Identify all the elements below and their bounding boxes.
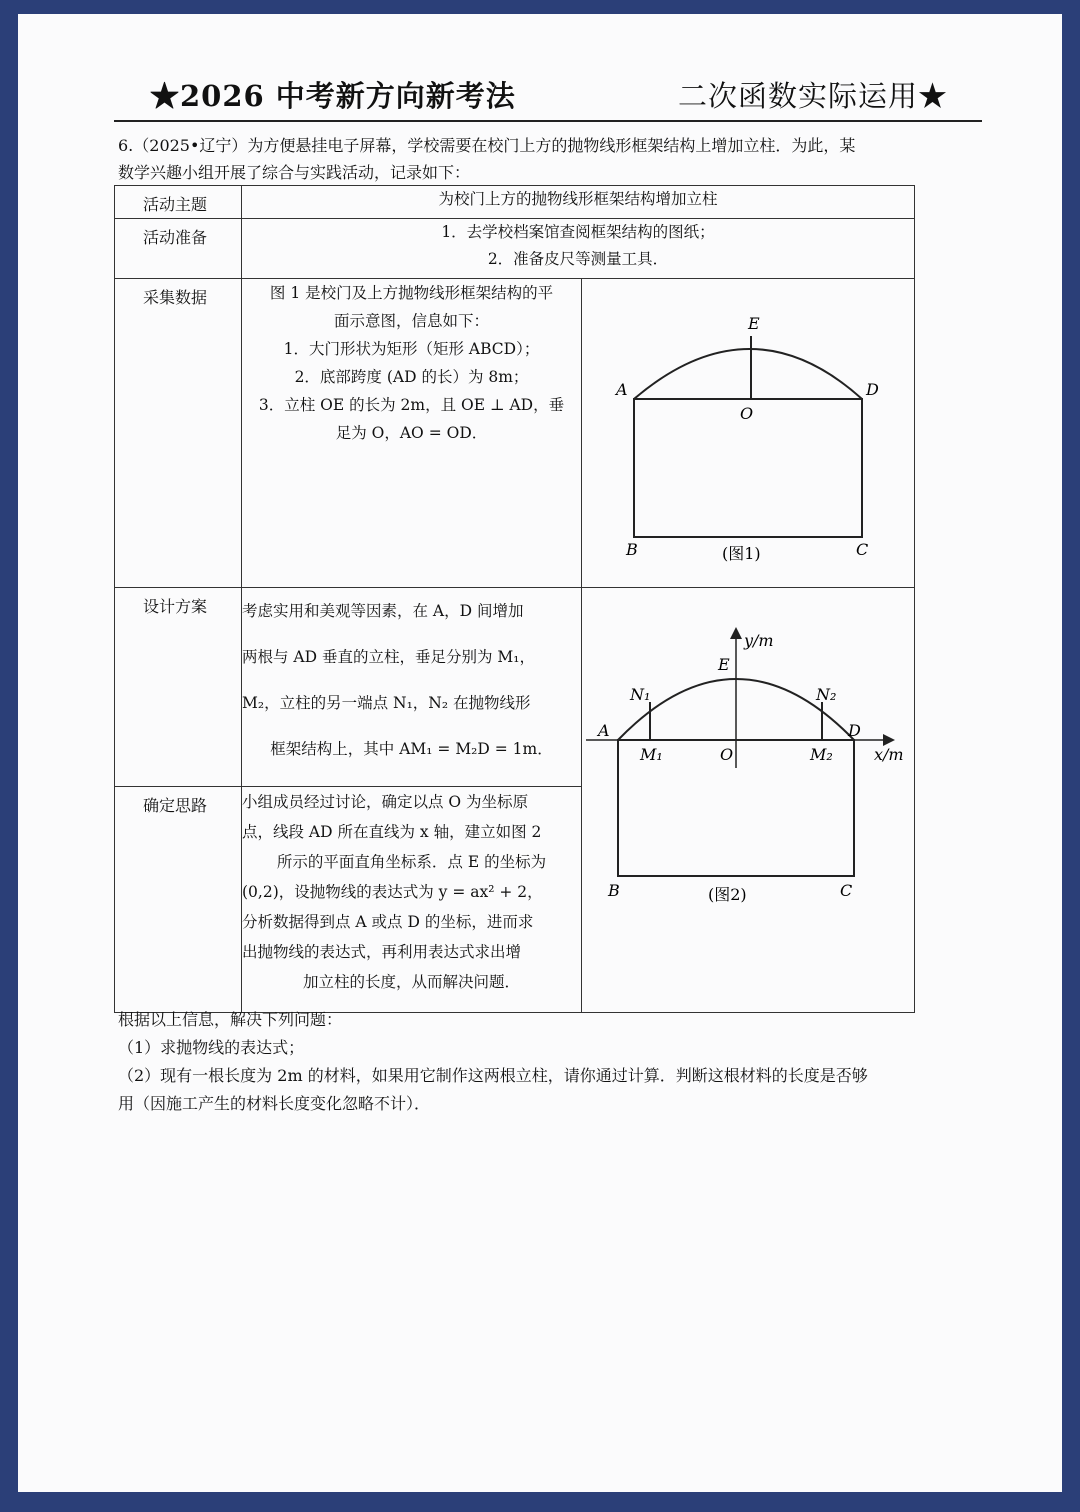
activity-table [114, 185, 915, 1013]
prep-line-1: 1．去学校档案馆查阅框架结构的图纸； [441, 223, 715, 241]
data-line-3: 1．大门形状为矩形（矩形 ABCD）； [283, 340, 540, 358]
questions-block [118, 1006, 978, 1118]
label-d: D [848, 721, 861, 740]
label-y-axis: y/m [744, 631, 774, 650]
figure-2 [582, 588, 915, 1008]
label-b: B [608, 881, 620, 900]
header-right-title: 二次函数实际运用★ [677, 79, 948, 113]
label-o: O [720, 745, 734, 764]
label-c: C [856, 540, 869, 559]
data-line-4: 2．底部跨度 (AD 的长）为 8m； [294, 368, 529, 386]
approach-line-3: 所示的平面直角坐标系．点 E 的坐标为 [276, 853, 547, 872]
label-e: E [718, 655, 730, 674]
row-content-data [242, 279, 582, 588]
design-line-1: 考虑实用和美观等因素，在 A，D 间增加 [242, 602, 524, 620]
label-c: C [840, 881, 853, 900]
row-content-approach [242, 787, 582, 1013]
design-line-3: M₂，立柱的另一端点 N₁，N₂ 在抛物线形 [242, 694, 531, 712]
row-label-approach: 确定思路 [115, 787, 242, 1013]
label-n2: N₂ [816, 685, 837, 704]
label-m2: M₂ [810, 745, 833, 764]
label-e: E [748, 314, 760, 333]
data-line-2: 面示意图，信息如下： [333, 312, 489, 330]
question-2-line-1: （2）现有一根长度为 2m 的材料，如果用它制作这两根立柱，请你通过计算．判断这根材料的长度是否够 [118, 1066, 868, 1085]
intro-line-1: 6.（2025•辽宁）为方便悬挂电子屏幕，学校需要在校门上方的抛物线形框架结构上增加立柱．为此，某 [118, 136, 856, 155]
parabola-arc [634, 349, 862, 399]
label-b: B [626, 540, 638, 559]
approach-line-6: 出抛物线的表达式，再利用表达式求出增 [242, 943, 522, 962]
figure-2-cell [582, 588, 915, 1013]
figure-1-cell [582, 279, 915, 588]
table-row [115, 186, 915, 219]
label-d: D [866, 380, 879, 399]
label-n1: N₁ [630, 685, 651, 704]
label-m1: M₁ [640, 745, 663, 764]
header-left-title: ★2026 中考新方向新考法 [150, 79, 516, 113]
table-row [115, 219, 915, 279]
table-row [115, 279, 915, 588]
label-a: A [616, 380, 628, 399]
page-header [114, 74, 982, 122]
label-a: A [598, 721, 610, 740]
approach-line-5: 分析数据得到点 A 或点 D 的坐标，进而求 [242, 913, 534, 932]
data-line-1: 图 1 是校门及上方抛物线形框架结构的平 [269, 284, 554, 302]
design-line-2: 两根与 AD 垂直的立柱，垂足分别为 M₁， [242, 648, 535, 666]
worksheet-page [18, 14, 1062, 1492]
table-row [115, 588, 915, 787]
data-line-5: 3．立柱 OE 的长为 2m，且 OE ⊥ AD，垂 [258, 396, 565, 414]
design-line-4: 框架结构上，其中 AM₁ = M₂D = 1m． [270, 740, 553, 758]
approach-line-4: (0,2)，设抛物线的表达式为 y = ax² + 2， [242, 883, 543, 902]
figure-1 [582, 279, 915, 583]
row-content-theme: 为校门上方的抛物线形框架结构增加立柱 [242, 186, 915, 219]
row-label-theme: 活动主题 [115, 186, 242, 219]
approach-line-1: 小组成员经过讨论，确定以点 O 为坐标原 [242, 793, 529, 812]
figure-2-caption: (图2) [708, 885, 747, 904]
row-label-prep: 活动准备 [115, 219, 242, 279]
intro-line-2: 数学兴趣小组开展了综合与实践活动，记录如下： [118, 163, 471, 182]
question-1: （1）求抛物线的表达式； [118, 1038, 305, 1057]
label-x-axis: x/m [874, 745, 904, 764]
problem-intro [118, 132, 968, 186]
row-content-prep [242, 219, 915, 279]
label-o: O [740, 404, 754, 423]
row-content-design [242, 588, 582, 787]
data-line-6: 足为 O，AO = OD． [335, 424, 488, 442]
row-label-data: 采集数据 [115, 279, 242, 588]
approach-line-7: 加立柱的长度，从而解决问题． [302, 973, 520, 992]
prep-line-2: 2．准备皮尺等测量工具． [487, 250, 669, 268]
approach-line-2: 点，线段 AD 所在直线为 x 轴，建立如图 2 [242, 823, 542, 842]
figure-1-caption: (图1) [722, 544, 761, 563]
questions-lead: 根据以上信息，解决下列问题： [118, 1010, 343, 1029]
row-label-design: 设计方案 [115, 588, 242, 787]
question-2-line-2: 用（因施工产生的材料长度变化忽略不计）． [118, 1094, 431, 1113]
